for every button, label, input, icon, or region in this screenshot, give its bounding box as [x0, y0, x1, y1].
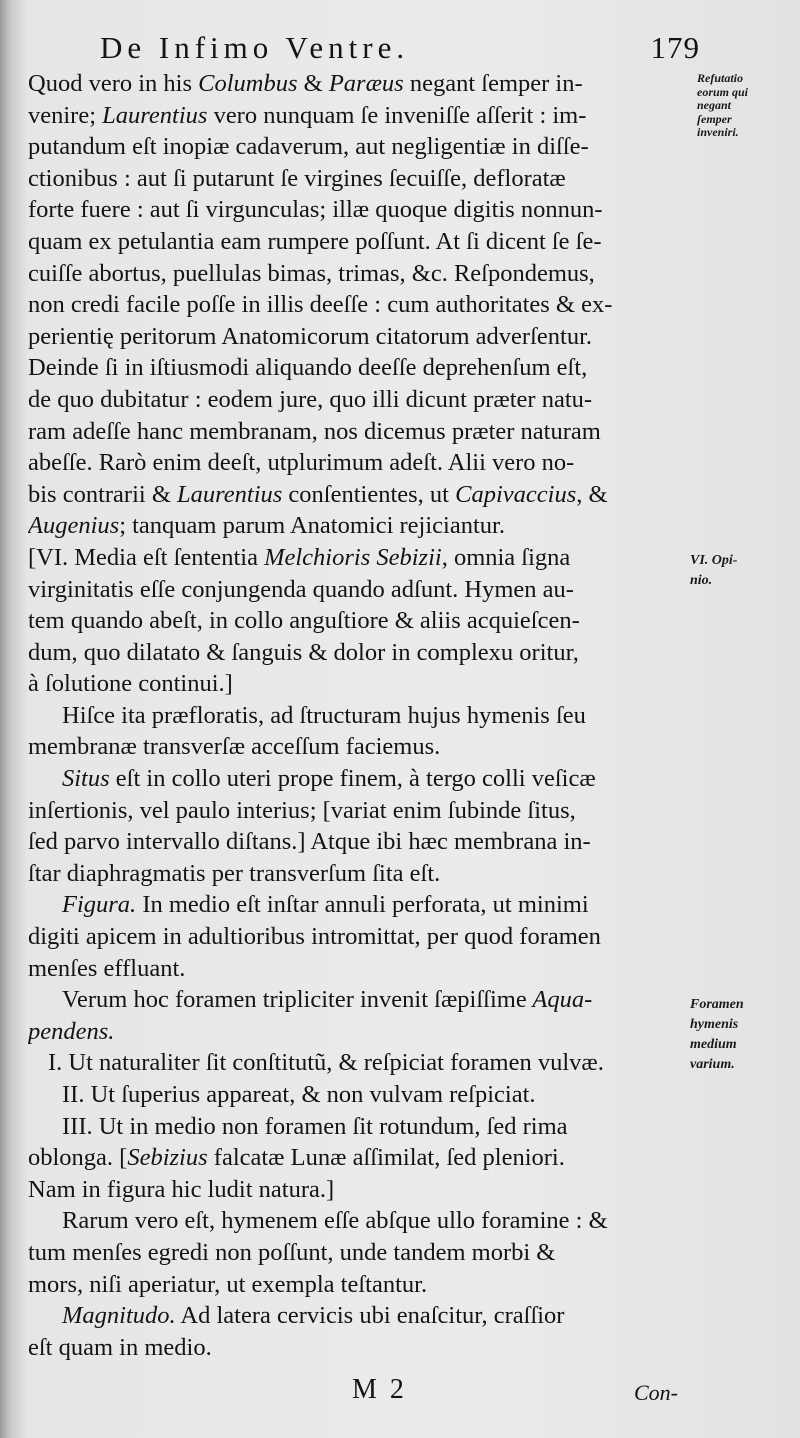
text-line: eſt quam in medio. [28, 1333, 212, 1361]
text-line: digiti apicem in adultioribus intromittat, per quod foramen [28, 923, 601, 951]
text-line: Verum hoc foramen tripliciter invenit ſæpiſſime Aqua- [62, 986, 593, 1014]
text-line: mors, niſi aperiatur, ut exempla teſtantur. [28, 1270, 428, 1298]
text-line: Nam in figura hic ludit natura.] [28, 1175, 335, 1203]
running-title: De Infimo Ventre. [100, 30, 410, 65]
text-line: ſed parvo intervallo diſtans.] Atque ibi hæc membrana in- [28, 828, 591, 856]
text-line: Rarum vero eſt, hymenem eſſe abſque ullo foramine : & [62, 1207, 608, 1235]
text-line: membranæ transverſæ acceſſum faciemus. [28, 733, 441, 761]
catchword: Con- [634, 1380, 678, 1405]
marginal-note-foramen: Foramen hymenis medium varium. [690, 997, 744, 1072]
text-line: tem quando abeſt, in collo anguſtiore & aliis acquieſcen- [28, 607, 580, 635]
text-line: inſertionis, vel paulo interius; [variat enim ſubinde ſitus, [28, 796, 576, 824]
marginal-note-opinio: VI. Opi- nio. [690, 553, 738, 588]
text-block [28, 68, 693, 1363]
text-line: menſes effluant. [28, 954, 186, 982]
marginal-note-refutatio: Refutatio eorum qui negant ſemper inveniri. [697, 71, 749, 139]
text-line: Figura. In medio eſt inſtar annuli perforata, ut minimi [62, 891, 589, 919]
text-line: bis contrarii & Laurentius conſentientes, ut Capivaccius, & [28, 480, 608, 508]
text-line: I. Ut naturaliter ſit conſtitutũ, & reſpiciat foramen vulvæ. [48, 1049, 604, 1077]
text-line: Hiſce ita præfloratis, ad ſtructuram hujus hymenis ſeu [62, 701, 586, 729]
signature-mark: M 2 [352, 1374, 407, 1405]
text-line: III. Ut in medio non foramen ſit rotundum, ſed rima [62, 1112, 568, 1140]
text-line: Deinde ſi in iſtiusmodi aliquando deeſſe deprehenſum eſt, [28, 354, 588, 382]
page-footer [0, 1374, 800, 1414]
text-line: pendens. [28, 1017, 115, 1045]
text-line: putandum eſt inopiæ cadaverum, aut negligentiæ in diſſe- [28, 133, 589, 161]
text-line: ram adeſſe hanc membranam, nos dicemus præter naturam [28, 417, 601, 445]
text-line: [VI. Media eſt ſententia Melchioris Sebizii, omnia ſigna [28, 543, 571, 571]
text-line: oblonga. [Sebizius falcatæ Lunæ aſſimilat, ſed pleniori. [28, 1144, 565, 1172]
text-line: à ſolutione continui.] [28, 670, 233, 698]
text-line: dum, quo dilatato & ſanguis & dolor in complexu oritur, [28, 638, 579, 666]
text-line: perientię peritorum Anatomicorum citatorum adverſentur. [28, 322, 593, 350]
text-line: quam ex petulantia eam rumpere poſſunt. At ſi dicent ſe ſe- [28, 227, 602, 255]
text-line: forte fuere : aut ſi virgunculas; illæ quoque digitis nonnun- [28, 196, 603, 224]
text-line: Magnitudo. Ad latera cervicis ubi enaſcitur, craſſior [62, 1302, 565, 1330]
text-line: venire; Laurentius vero nunquam ſe inveniſſe aſſerit : im- [28, 101, 587, 129]
text-line: ctionibus : aut ſi putarunt ſe virgines ſecuiſſe, defloratæ [28, 164, 566, 192]
text-line: abeſſe. Rarò enim deeſt, utplurimum adeſt. Alii vero no- [28, 449, 575, 477]
text-line: tum menſes egredi non poſſunt, unde tandem morbi & [28, 1238, 556, 1266]
text-line: II. Ut ſuperius appareat, & non vulvam reſpiciat. [62, 1081, 536, 1108]
text-line: Situs eſt in collo uteri prope finem, à tergo colli veſicæ [62, 765, 596, 793]
text-line: de quo dubitatur : eodem jure, quo illi dicunt præter natu- [28, 385, 593, 413]
text-line: ſtar diaphragmatis per transverſum ſita eſt. [28, 859, 441, 887]
text-line: Augenius; tanquam parum Anatomici rejiciantur. [28, 512, 505, 540]
page-number: 179 [650, 30, 700, 65]
running-head [100, 30, 700, 70]
text-line: non credi facile poſſe in illis deeſſe : cum authoritates & ex- [28, 291, 613, 319]
text-line: virginitatis eſſe conjungenda quando adſunt. Hymen au- [28, 575, 574, 603]
text-line: Quod vero in his Columbus & Paræus negant ſemper in- [28, 70, 583, 97]
text-line: cuiſſe abortus, puellulas bimas, trimas, &c. Reſpondemus, [28, 259, 595, 287]
